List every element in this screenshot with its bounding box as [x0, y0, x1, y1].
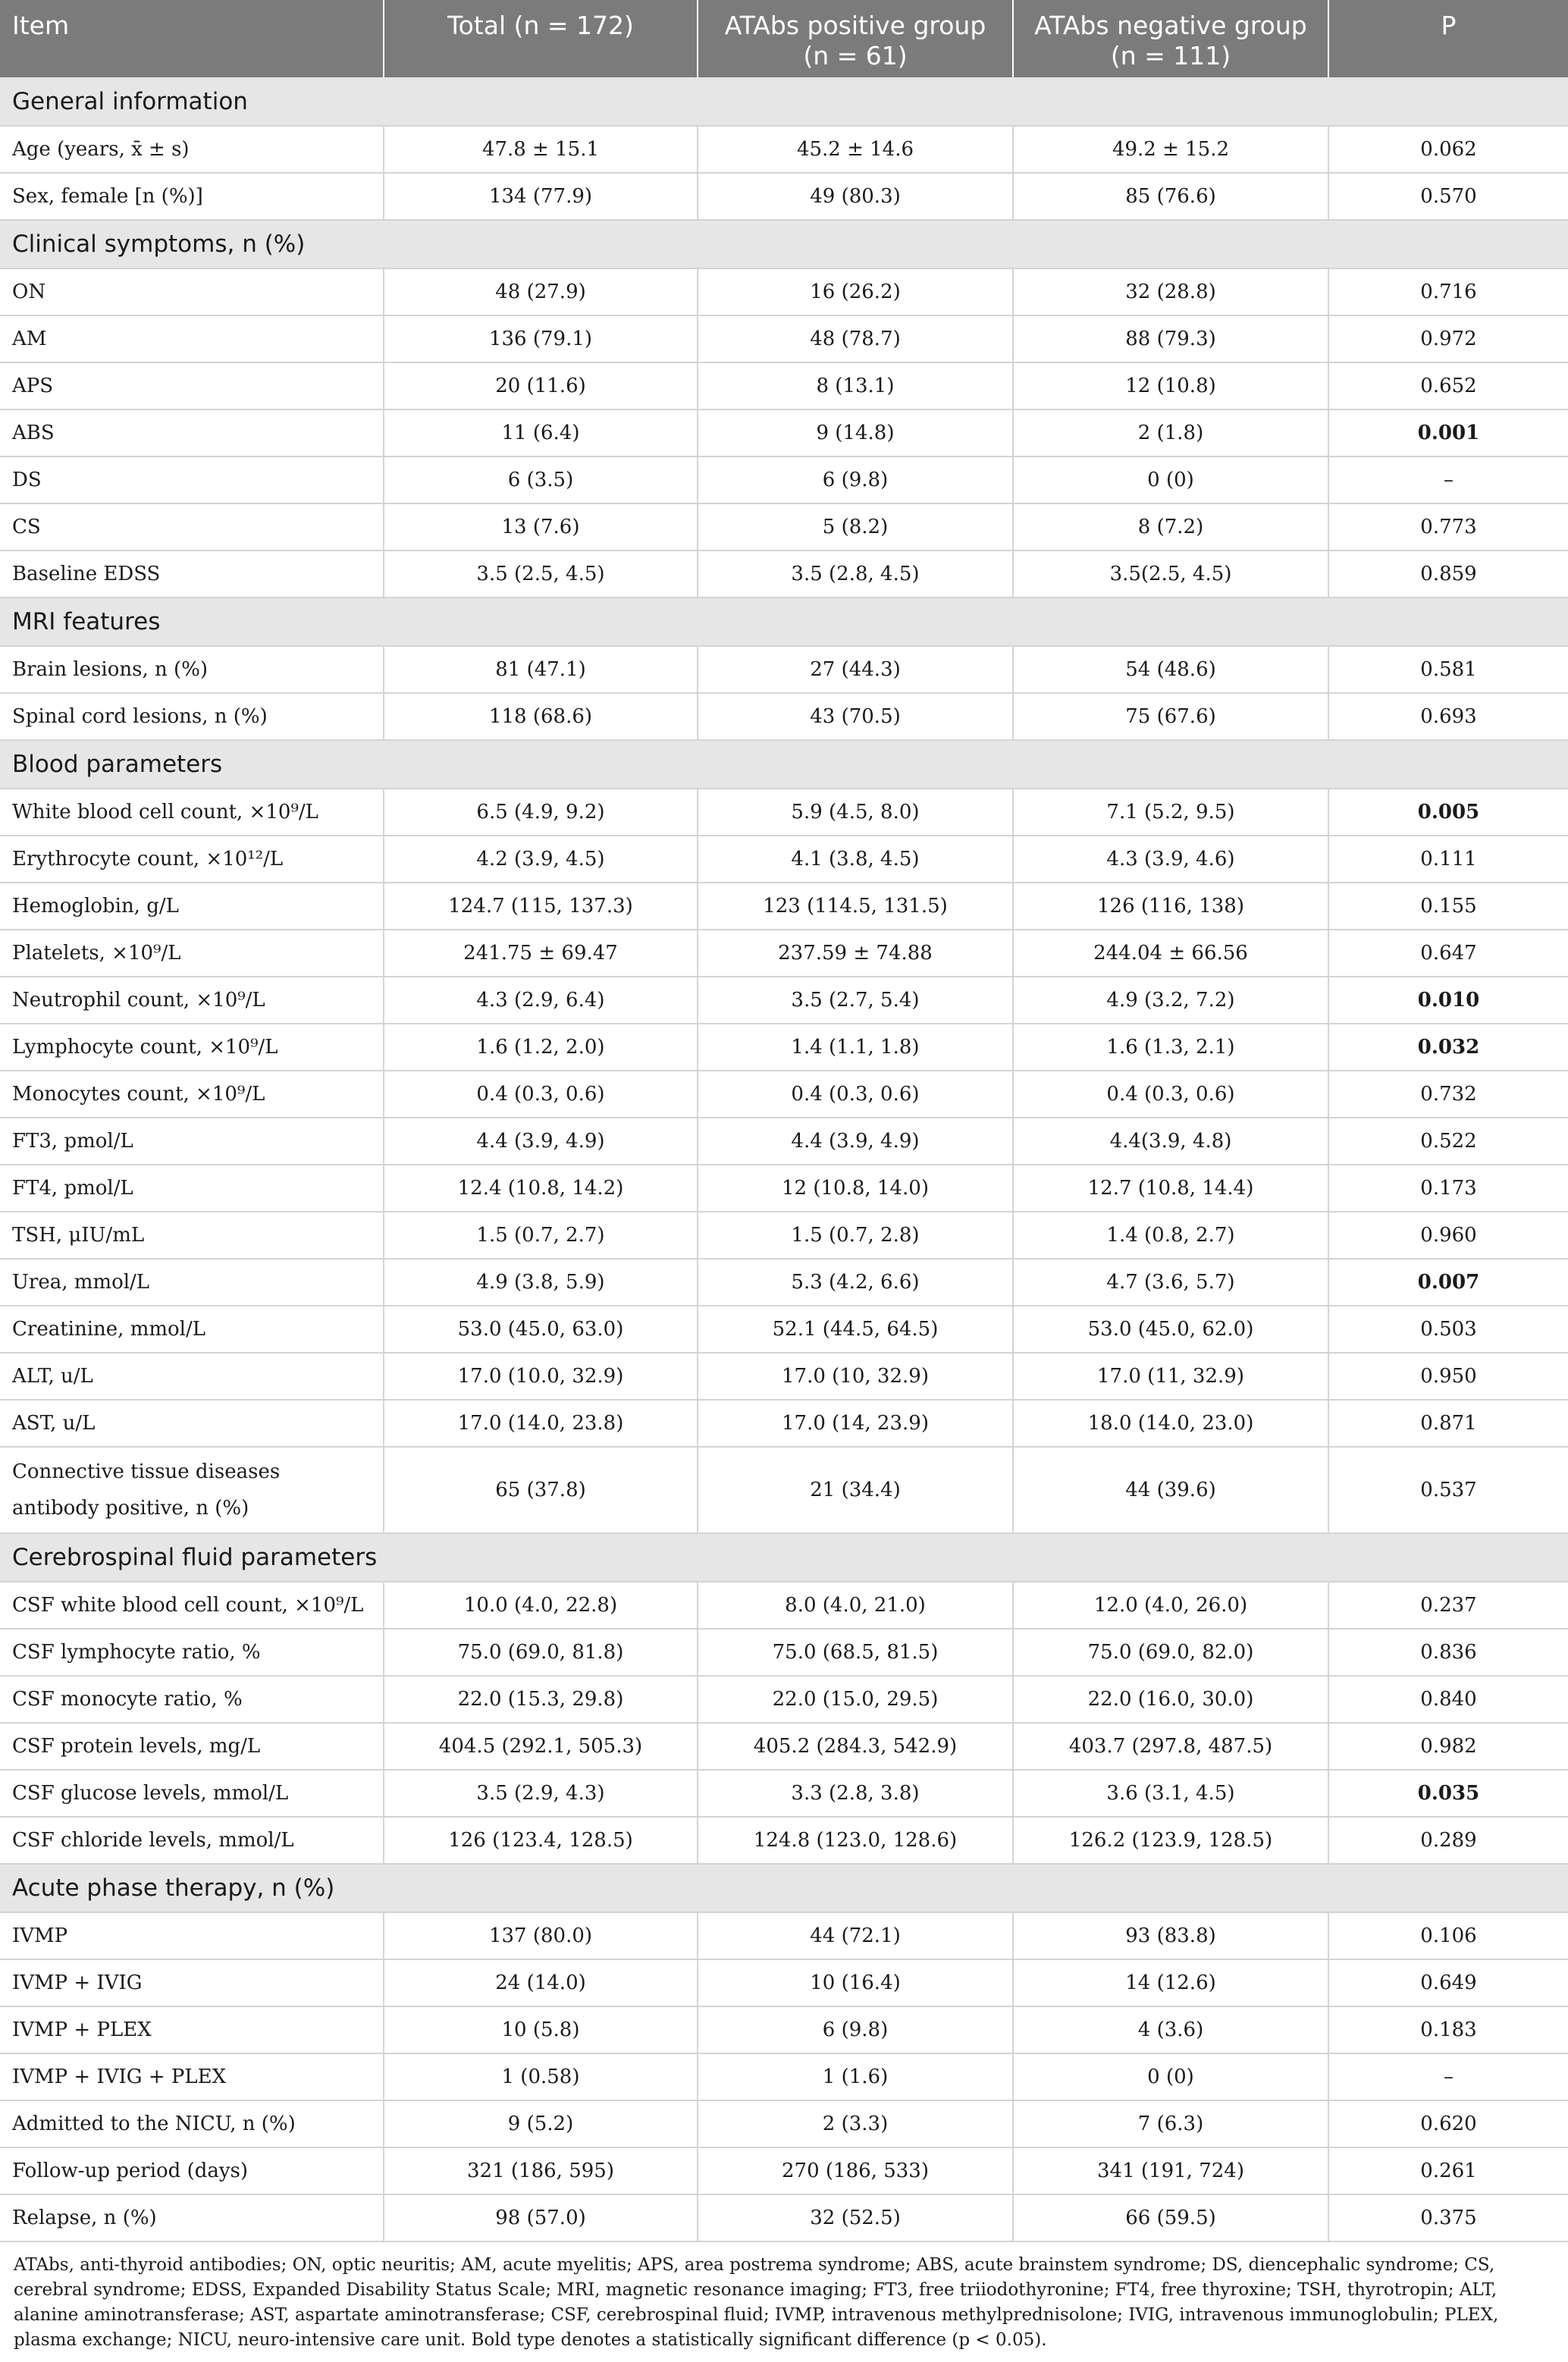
- cell-positive-group: 12 (10.8, 14.0): [698, 1165, 1013, 1212]
- row-item-label: FT4, pmol/L: [0, 1165, 384, 1212]
- cell-positive-group: 4.4 (3.9, 4.9): [698, 1118, 1013, 1165]
- cell-p-value: 0.111: [1328, 836, 1568, 883]
- cell-total: 17.0 (14.0, 23.8): [384, 1400, 698, 1447]
- section-title: Clinical symptoms, n (%): [0, 220, 1568, 268]
- cell-total: 3.5 (2.9, 4.3): [384, 1770, 698, 1817]
- cell-positive-group: 237.59 ± 74.88: [698, 930, 1013, 977]
- cell-p-value: 0.375: [1328, 2194, 1568, 2241]
- section-title: Acute phase therapy, n (%): [0, 1864, 1568, 1912]
- cell-positive-group: 2 (3.3): [698, 2100, 1013, 2147]
- table-row: [0, 1212, 1568, 1259]
- cell-total: 4.3 (2.9, 6.4): [384, 977, 698, 1024]
- cell-total: 1.6 (1.2, 2.0): [384, 1024, 698, 1071]
- cell-p-value: 0.871: [1328, 1400, 1568, 1447]
- cell-negative-group: 93 (83.8): [1013, 1912, 1328, 1959]
- cell-total: 137 (80.0): [384, 1912, 698, 1959]
- cell-p-value: 0.972: [1328, 315, 1568, 362]
- section-title: MRI features: [0, 598, 1568, 646]
- cell-negative-group: 1.4 (0.8, 2.7): [1013, 1212, 1328, 1259]
- cell-p-value: 0.652: [1328, 362, 1568, 409]
- cell-negative-group: 7.1 (5.2, 9.5): [1013, 789, 1328, 836]
- table-row: [0, 1723, 1568, 1770]
- cell-negative-group: 4.7 (3.6, 5.7): [1013, 1259, 1328, 1306]
- table-row: [0, 503, 1568, 551]
- cell-positive-group: 5 (8.2): [698, 503, 1013, 551]
- cell-negative-group: 88 (79.3): [1013, 315, 1328, 362]
- row-item-label: CSF glucose levels, mmol/L: [0, 1770, 384, 1817]
- cell-positive-group: 9 (14.8): [698, 409, 1013, 456]
- row-item-label: Follow-up period (days): [0, 2147, 384, 2194]
- cell-p-value: 0.010: [1328, 977, 1568, 1024]
- row-item-label: Relapse, n (%): [0, 2194, 384, 2241]
- cell-total: 24 (14.0): [384, 1959, 698, 2006]
- header-negative-group: ATAbs negative group (n = 111): [1013, 0, 1328, 77]
- cell-positive-group: 17.0 (14, 23.9): [698, 1400, 1013, 1447]
- row-item-label: CSF monocyte ratio, %: [0, 1676, 384, 1723]
- cell-total: 20 (11.6): [384, 362, 698, 409]
- table-row: [0, 1770, 1568, 1817]
- cell-total: 48 (27.9): [384, 268, 698, 315]
- cell-p-value: 0.773: [1328, 503, 1568, 551]
- cell-p-value: 0.570: [1328, 173, 1568, 220]
- table-row: [0, 1676, 1568, 1723]
- cell-negative-group: 12.0 (4.0, 26.0): [1013, 1582, 1328, 1629]
- cell-negative-group: 54 (48.6): [1013, 646, 1328, 693]
- table-row: [0, 126, 1568, 173]
- cell-total: 53.0 (45.0, 63.0): [384, 1306, 698, 1353]
- table-row: [0, 409, 1568, 456]
- cell-total: 3.5 (2.5, 4.5): [384, 551, 698, 598]
- cell-negative-group: 403.7 (297.8, 487.5): [1013, 1723, 1328, 1770]
- row-item-label: ON: [0, 268, 384, 315]
- cell-p-value: 0.620: [1328, 2100, 1568, 2147]
- cell-positive-group: 0.4 (0.3, 0.6): [698, 1071, 1013, 1118]
- section-header-row: [0, 1864, 1568, 1912]
- cell-total: 1.5 (0.7, 2.7): [384, 1212, 698, 1259]
- row-item-label: AM: [0, 315, 384, 362]
- row-item-label: CSF chloride levels, mmol/L: [0, 1817, 384, 1864]
- header-item: Item: [0, 0, 384, 77]
- cell-p-value: –: [1328, 2053, 1568, 2100]
- cell-positive-group: 1.5 (0.7, 2.8): [698, 1212, 1013, 1259]
- cell-p-value: 0.581: [1328, 646, 1568, 693]
- table-row: [0, 2147, 1568, 2194]
- cell-total: 4.9 (3.8, 5.9): [384, 1259, 698, 1306]
- cell-total: 6.5 (4.9, 9.2): [384, 789, 698, 836]
- cell-p-value: 0.035: [1328, 1770, 1568, 1817]
- cell-positive-group: 8 (13.1): [698, 362, 1013, 409]
- cell-p-value: 0.982: [1328, 1723, 1568, 1770]
- table-body: [0, 77, 1568, 2241]
- row-item-label: Sex, female [n (%)]: [0, 173, 384, 220]
- cell-total: 75.0 (69.0, 81.8): [384, 1629, 698, 1676]
- cell-p-value: 0.183: [1328, 2006, 1568, 2053]
- section-title: General information: [0, 77, 1568, 126]
- row-item-label: ALT, u/L: [0, 1353, 384, 1400]
- row-item-label: Spinal cord lesions, n (%): [0, 693, 384, 740]
- cell-total: 0.4 (0.3, 0.6): [384, 1071, 698, 1118]
- table-row: [0, 1165, 1568, 1212]
- cell-negative-group: 75 (67.6): [1013, 693, 1328, 740]
- table-row: [0, 836, 1568, 883]
- cell-total: 11 (6.4): [384, 409, 698, 456]
- cell-total: 65 (37.8): [384, 1447, 698, 1533]
- cell-negative-group: 66 (59.5): [1013, 2194, 1328, 2241]
- cell-total: 17.0 (10.0, 32.9): [384, 1353, 698, 1400]
- row-item-label: IVMP: [0, 1912, 384, 1959]
- cell-total: 1 (0.58): [384, 2053, 698, 2100]
- cell-positive-group: 6 (9.8): [698, 456, 1013, 503]
- row-item-label: Age (years, x̄ ± s): [0, 126, 384, 173]
- cell-negative-group: 18.0 (14.0, 23.0): [1013, 1400, 1328, 1447]
- cell-negative-group: 2 (1.8): [1013, 409, 1328, 456]
- cell-p-value: 0.503: [1328, 1306, 1568, 1353]
- cell-p-value: 0.289: [1328, 1817, 1568, 1864]
- row-item-label: ABS: [0, 409, 384, 456]
- cell-positive-group: 52.1 (44.5, 64.5): [698, 1306, 1013, 1353]
- cell-total: 12.4 (10.8, 14.2): [384, 1165, 698, 1212]
- section-header-row: [0, 740, 1568, 789]
- cell-negative-group: 126 (116, 138): [1013, 883, 1328, 930]
- cell-positive-group: 123 (114.5, 131.5): [698, 883, 1013, 930]
- cell-positive-group: 48 (78.7): [698, 315, 1013, 362]
- cell-positive-group: 44 (72.1): [698, 1912, 1013, 1959]
- row-item-label: Erythrocyte count, ×10¹²/L: [0, 836, 384, 883]
- cell-negative-group: 1.6 (1.3, 2.1): [1013, 1024, 1328, 1071]
- table-row: [0, 2053, 1568, 2100]
- section-title: Cerebrospinal fluid parameters: [0, 1533, 1568, 1582]
- row-item-label: Baseline EDSS: [0, 551, 384, 598]
- cell-negative-group: 12 (10.8): [1013, 362, 1328, 409]
- table-row: [0, 977, 1568, 1024]
- row-item-label: TSH, μIU/mL: [0, 1212, 384, 1259]
- cell-p-value: 0.106: [1328, 1912, 1568, 1959]
- row-item-label: AST, u/L: [0, 1400, 384, 1447]
- cell-negative-group: 12.7 (10.8, 14.4): [1013, 1165, 1328, 1212]
- row-item-label: FT3, pmol/L: [0, 1118, 384, 1165]
- cell-positive-group: 8.0 (4.0, 21.0): [698, 1582, 1013, 1629]
- row-item-label: Platelets, ×10⁹/L: [0, 930, 384, 977]
- cell-p-value: 0.237: [1328, 1582, 1568, 1629]
- cell-total: 10 (5.8): [384, 2006, 698, 2053]
- cell-p-value: 0.007: [1328, 1259, 1568, 1306]
- cell-negative-group: 3.6 (3.1, 4.5): [1013, 1770, 1328, 1817]
- cell-negative-group: 4.3 (3.9, 4.6): [1013, 836, 1328, 883]
- cell-positive-group: 5.3 (4.2, 6.6): [698, 1259, 1013, 1306]
- cell-positive-group: 3.5 (2.7, 5.4): [698, 977, 1013, 1024]
- cell-total: 134 (77.9): [384, 173, 698, 220]
- cell-p-value: 0.649: [1328, 1959, 1568, 2006]
- cell-total: 241.75 ± 69.47: [384, 930, 698, 977]
- cell-negative-group: 49.2 ± 15.2: [1013, 126, 1328, 173]
- table-row: [0, 789, 1568, 836]
- row-item-label: IVMP + IVIG: [0, 1959, 384, 2006]
- row-item-label: CSF lymphocyte ratio, %: [0, 1629, 384, 1676]
- row-item-label: IVMP + PLEX: [0, 2006, 384, 2053]
- cell-negative-group: 85 (76.6): [1013, 173, 1328, 220]
- cell-negative-group: 14 (12.6): [1013, 1959, 1328, 2006]
- cell-p-value: 0.522: [1328, 1118, 1568, 1165]
- cell-negative-group: 4.4(3.9, 4.8): [1013, 1118, 1328, 1165]
- cell-positive-group: 4.1 (3.8, 4.5): [698, 836, 1013, 883]
- table-row: [0, 268, 1568, 315]
- cell-p-value: 0.647: [1328, 930, 1568, 977]
- cell-negative-group: 17.0 (11, 32.9): [1013, 1353, 1328, 1400]
- table-row: [0, 551, 1568, 598]
- table-row: [0, 1118, 1568, 1165]
- cell-negative-group: 0.4 (0.3, 0.6): [1013, 1071, 1328, 1118]
- row-item-label: Neutrophil count, ×10⁹/L: [0, 977, 384, 1024]
- row-item-label: Hemoglobin, g/L: [0, 883, 384, 930]
- row-item-label: Connective tissue diseases antibody positive, n (%): [0, 1447, 384, 1533]
- table-row: [0, 456, 1568, 503]
- cell-total: 9 (5.2): [384, 2100, 698, 2147]
- table-row: [0, 2100, 1568, 2147]
- cell-negative-group: 4 (3.6): [1013, 2006, 1328, 2053]
- cell-p-value: 0.261: [1328, 2147, 1568, 2194]
- table-row: [0, 930, 1568, 977]
- row-item-label: Lymphocyte count, ×10⁹/L: [0, 1024, 384, 1071]
- row-item-label: White blood cell count, ×10⁹/L: [0, 789, 384, 836]
- cell-total: 4.4 (3.9, 4.9): [384, 1118, 698, 1165]
- table-row: [0, 1582, 1568, 1629]
- cell-total: 124.7 (115, 137.3): [384, 883, 698, 930]
- table-row: [0, 1400, 1568, 1447]
- cell-total: 81 (47.1): [384, 646, 698, 693]
- cell-positive-group: 5.9 (4.5, 8.0): [698, 789, 1013, 836]
- cell-positive-group: 270 (186, 533): [698, 2147, 1013, 2194]
- cell-negative-group: 75.0 (69.0, 82.0): [1013, 1629, 1328, 1676]
- cell-p-value: 0.950: [1328, 1353, 1568, 1400]
- cell-p-value: 0.537: [1328, 1447, 1568, 1533]
- cell-positive-group: 43 (70.5): [698, 693, 1013, 740]
- table-row: [0, 693, 1568, 740]
- row-item-label: Creatinine, mmol/L: [0, 1306, 384, 1353]
- table-footnote: ATAbs, anti-thyroid antibodies; ON, optic neuritis; AM, acute myelitis; APS, area postrema syndrome; ABS, acute brainstem syndrome; DS, diencephalic syndrome; CS, cerebral syndrome; EDSS, Expanded Disability Status Scale; MRI, magnetic resonance imaging; FT3, free triiodothyronine; FT4, free thyroxine; TSH, thyrotropin; ALT, alanine aminotransferase; AST, aspartate aminotransferase; CSF, cerebrospinal fluid; IVMP, intravenous methylprednisolone; IVIG, intravenous immunoglobulin; PLEX, plasma exchange; NICU, neuro-intensive care unit. Bold type denotes a statistically significant difference (p < 0.05).: [14, 2255, 1499, 2350]
- cell-total: 136 (79.1): [384, 315, 698, 362]
- table-row: [0, 1259, 1568, 1306]
- cell-total: 98 (57.0): [384, 2194, 698, 2241]
- cell-total: 118 (68.6): [384, 693, 698, 740]
- table-row: [0, 1817, 1568, 1864]
- cell-p-value: 0.062: [1328, 126, 1568, 173]
- row-item-label: CSF protein levels, mg/L: [0, 1723, 384, 1770]
- section-header-row: [0, 220, 1568, 268]
- header-p: P: [1328, 0, 1568, 77]
- cell-positive-group: 1 (1.6): [698, 2053, 1013, 2100]
- table-row: [0, 315, 1568, 362]
- cell-total: 6 (3.5): [384, 456, 698, 503]
- section-header-row: [0, 1533, 1568, 1582]
- row-item-label: Urea, mmol/L: [0, 1259, 384, 1306]
- row-item-label: Brain lesions, n (%): [0, 646, 384, 693]
- cell-positive-group: 45.2 ± 14.6: [698, 126, 1013, 173]
- cell-p-value: 0.032: [1328, 1024, 1568, 1071]
- header-positive-group: ATAbs positive group (n = 61): [698, 0, 1013, 77]
- cell-negative-group: 126.2 (123.9, 128.5): [1013, 1817, 1328, 1864]
- cell-p-value: –: [1328, 456, 1568, 503]
- cell-p-value: 0.005: [1328, 789, 1568, 836]
- row-item-label: CS: [0, 503, 384, 551]
- cell-positive-group: 6 (9.8): [698, 2006, 1013, 2053]
- cell-p-value: 0.859: [1328, 551, 1568, 598]
- cell-p-value: 0.732: [1328, 1071, 1568, 1118]
- cell-total: 47.8 ± 15.1: [384, 126, 698, 173]
- header-total: Total (n = 172): [384, 0, 698, 77]
- row-item-label: Monocytes count, ×10⁹/L: [0, 1071, 384, 1118]
- cell-positive-group: 124.8 (123.0, 128.6): [698, 1817, 1013, 1864]
- table-row: [0, 1306, 1568, 1353]
- cell-negative-group: 32 (28.8): [1013, 268, 1328, 315]
- cell-positive-group: 32 (52.5): [698, 2194, 1013, 2241]
- cell-total: 10.0 (4.0, 22.8): [384, 1582, 698, 1629]
- cell-negative-group: 22.0 (16.0, 30.0): [1013, 1676, 1328, 1723]
- row-item-label: CSF white blood cell count, ×10⁹/L: [0, 1582, 384, 1629]
- row-item-label: IVMP + IVIG + PLEX: [0, 2053, 384, 2100]
- cell-negative-group: 44 (39.6): [1013, 1447, 1328, 1533]
- cell-total: 13 (7.6): [384, 503, 698, 551]
- cell-negative-group: 7 (6.3): [1013, 2100, 1328, 2147]
- cell-negative-group: 53.0 (45.0, 62.0): [1013, 1306, 1328, 1353]
- cell-negative-group: 0 (0): [1013, 456, 1328, 503]
- cell-positive-group: 3.5 (2.8, 4.5): [698, 551, 1013, 598]
- cell-negative-group: 4.9 (3.2, 7.2): [1013, 977, 1328, 1024]
- cell-positive-group: 405.2 (284.3, 542.9): [698, 1723, 1013, 1770]
- cell-negative-group: 0 (0): [1013, 2053, 1328, 2100]
- cell-total: 404.5 (292.1, 505.3): [384, 1723, 698, 1770]
- table-row: [0, 1071, 1568, 1118]
- cell-p-value: 0.155: [1328, 883, 1568, 930]
- section-header-row: [0, 77, 1568, 126]
- table-row: [0, 883, 1568, 930]
- table-row: [0, 1353, 1568, 1400]
- cell-total: 4.2 (3.9, 4.5): [384, 836, 698, 883]
- cell-p-value: 0.840: [1328, 1676, 1568, 1723]
- cell-positive-group: 21 (34.4): [698, 1447, 1013, 1533]
- cell-negative-group: 8 (7.2): [1013, 503, 1328, 551]
- cell-negative-group: 244.04 ± 66.56: [1013, 930, 1328, 977]
- cell-positive-group: 27 (44.3): [698, 646, 1013, 693]
- cell-total: 321 (186, 595): [384, 2147, 698, 2194]
- section-title: Blood parameters: [0, 740, 1568, 789]
- cell-positive-group: 49 (80.3): [698, 173, 1013, 220]
- table-row: [0, 1447, 1568, 1533]
- table-row: [0, 1629, 1568, 1676]
- table-row: [0, 1024, 1568, 1071]
- section-header-row: [0, 598, 1568, 646]
- table-row: [0, 1959, 1568, 2006]
- cell-positive-group: 75.0 (68.5, 81.5): [698, 1629, 1013, 1676]
- cell-negative-group: 3.5(2.5, 4.5): [1013, 551, 1328, 598]
- cell-positive-group: 16 (26.2): [698, 268, 1013, 315]
- cell-p-value: 0.693: [1328, 693, 1568, 740]
- row-item-label: Admitted to the NICU, n (%): [0, 2100, 384, 2147]
- cell-positive-group: 3.3 (2.8, 3.8): [698, 1770, 1013, 1817]
- table-row: [0, 173, 1568, 220]
- cell-negative-group: 341 (191, 724): [1013, 2147, 1328, 2194]
- row-item-label: APS: [0, 362, 384, 409]
- table-row: [0, 362, 1568, 409]
- table-row: [0, 646, 1568, 693]
- row-item-label: DS: [0, 456, 384, 503]
- table-row: [0, 2006, 1568, 2053]
- cell-p-value: 0.716: [1328, 268, 1568, 315]
- cell-positive-group: 22.0 (15.0, 29.5): [698, 1676, 1013, 1723]
- cell-positive-group: 17.0 (10, 32.9): [698, 1353, 1013, 1400]
- cell-positive-group: 10 (16.4): [698, 1959, 1013, 2006]
- cell-p-value: 0.001: [1328, 409, 1568, 456]
- table-row: [0, 1912, 1568, 1959]
- cell-p-value: 0.836: [1328, 1629, 1568, 1676]
- table-row: [0, 2194, 1568, 2241]
- cell-total: 22.0 (15.3, 29.8): [384, 1676, 698, 1723]
- cell-p-value: 0.960: [1328, 1212, 1568, 1259]
- table-header-row: [0, 0, 1568, 77]
- cell-total: 126 (123.4, 128.5): [384, 1817, 698, 1864]
- cell-p-value: 0.173: [1328, 1165, 1568, 1212]
- cell-positive-group: 1.4 (1.1, 1.8): [698, 1024, 1013, 1071]
